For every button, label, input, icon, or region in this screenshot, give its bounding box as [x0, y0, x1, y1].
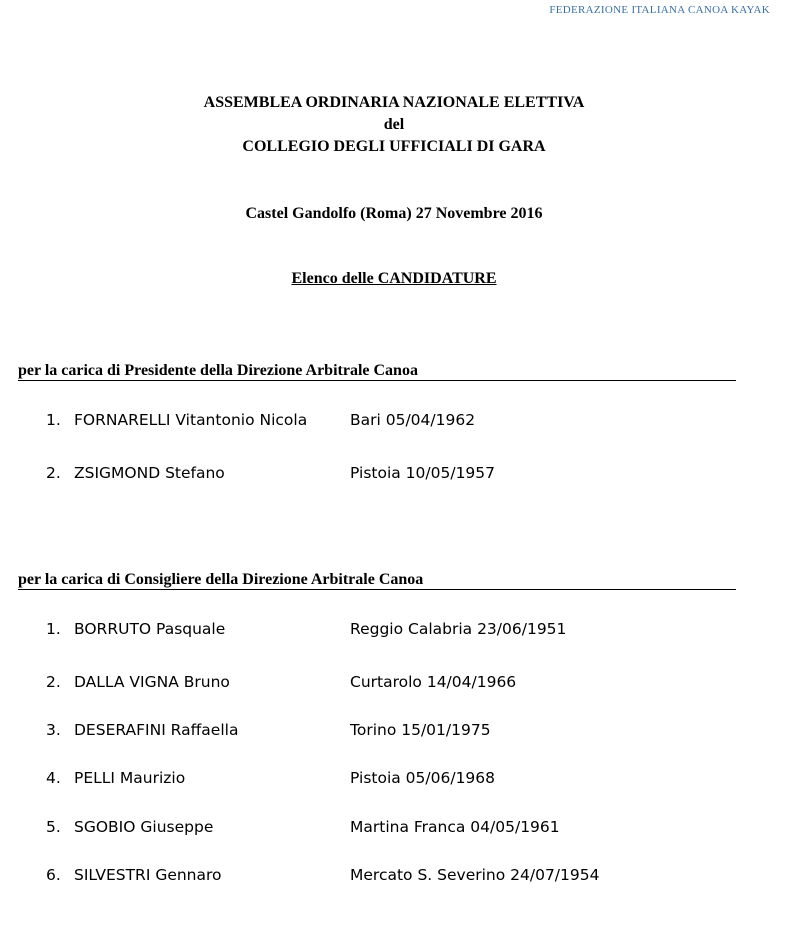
candidate-birth: Martina Franca 04/05/1961 — [350, 818, 560, 836]
candidate-name: FORNARELLI Vitantonio Nicola — [74, 411, 308, 429]
candidate-birth: Bari 05/04/1962 — [350, 411, 476, 429]
candidate-name: PELLI Maurizio — [74, 769, 186, 787]
candidate-name: DESERAFINI Raffaella — [74, 721, 239, 739]
title-line-3: COLLEGIO DEGLI UFFICIALI DI GARA — [242, 138, 546, 155]
list-item — [0, 721, 800, 745]
list-item — [0, 673, 800, 697]
item-number: 2. — [46, 464, 61, 482]
candidate-birth: Pistoia 10/05/1957 — [350, 464, 496, 482]
place-date: Castel Gandolfo (Roma) 27 Novembre 2016 — [245, 205, 543, 222]
section-title-councillor: per la carica di Consigliere della Direzione Arbitrale Canoa — [18, 571, 736, 590]
candidate-birth: Torino 15/01/1975 — [350, 721, 491, 739]
title-line-1: ASSEMBLEA ORDINARIA NAZIONALE ELETTIVA — [203, 94, 585, 111]
item-number: 3. — [46, 721, 61, 739]
list-item — [0, 769, 800, 793]
item-number: 5. — [46, 818, 61, 836]
candidate-birth: Curtarolo 14/04/1966 — [350, 673, 517, 691]
list-item — [0, 620, 800, 644]
list-item — [0, 464, 800, 488]
title-line-2: del — [383, 116, 405, 133]
candidate-birth: Reggio Calabria 23/06/1951 — [350, 620, 567, 638]
candidate-birth: Pistoia 05/06/1968 — [350, 769, 496, 787]
list-item — [0, 866, 800, 890]
item-number: 2. — [46, 673, 61, 691]
candidate-name: SGOBIO Giuseppe — [74, 818, 214, 836]
list-item — [0, 411, 800, 435]
organization-header: FEDERAZIONE ITALIANA CANOA KAYAK — [549, 4, 770, 16]
candidate-birth: Mercato S. Severino 24/07/1954 — [350, 866, 600, 884]
section-title-president: per la carica di Presidente della Direzione Arbitrale Canoa — [18, 362, 736, 381]
item-number: 4. — [46, 769, 61, 787]
list-item — [0, 818, 800, 842]
item-number: 1. — [46, 411, 61, 429]
item-number: 1. — [46, 620, 61, 638]
list-title — [0, 268, 788, 290]
item-number: 6. — [46, 866, 61, 884]
candidate-name: ZSIGMOND Stefano — [74, 464, 225, 482]
candidate-name: DALLA VIGNA Bruno — [74, 673, 230, 691]
candidate-name: SILVESTRI Gennaro — [74, 866, 222, 884]
list-title-text: Elenco delle CANDIDATURE — [291, 270, 497, 287]
candidate-name: BORRUTO Pasquale — [74, 620, 226, 638]
